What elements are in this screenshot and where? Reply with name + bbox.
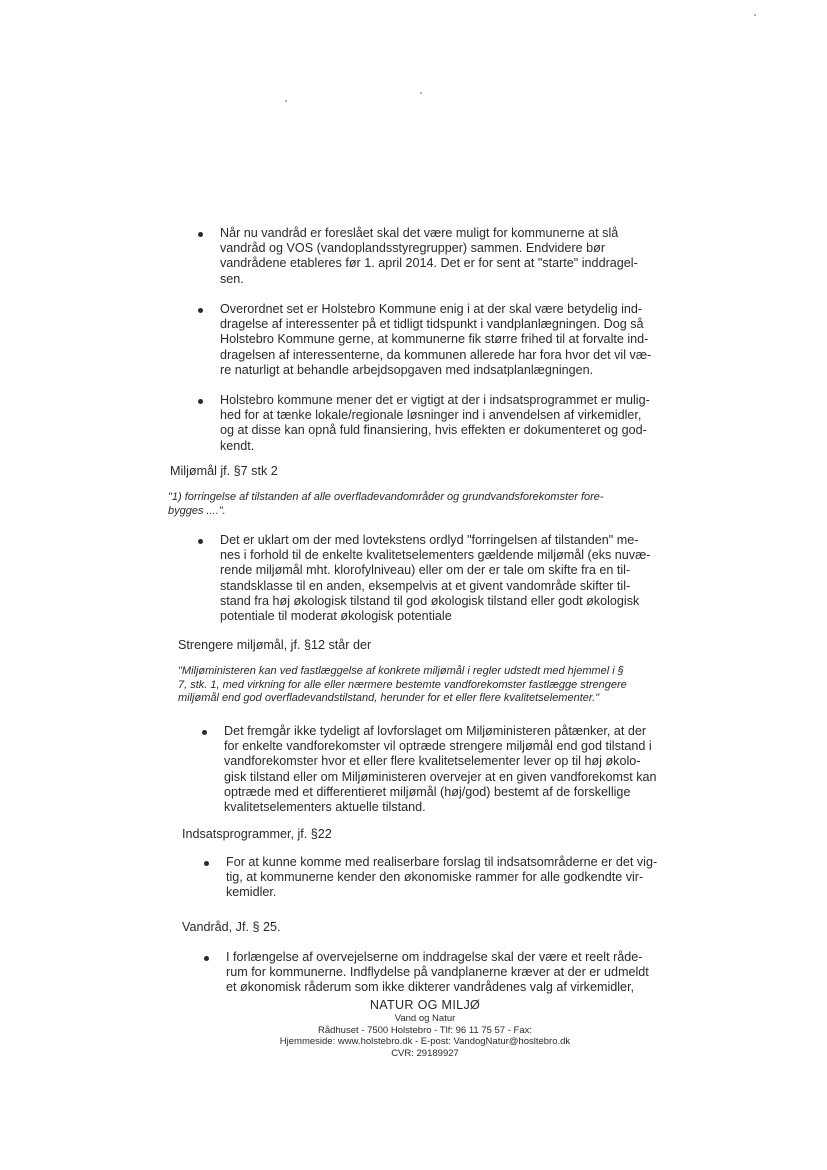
footer-department: Vand og Natur <box>394 1013 456 1024</box>
footer-cvr: CVR: 29189927 <box>391 1047 459 1059</box>
footer-organization: NATUR OG MILJØ <box>369 998 481 1012</box>
law-quote: "Miljøministeren kan ved fastlæggelse af konkrete miljømål i regler udstedt med hjemmel i § 7, stk. 1, med virkning for alle eller nærmere bestemte vandforekomster fastlægge strengere miljømål end god overfladevandstilstand, herunder for et eller flere kvalitetselementer." <box>178 665 627 705</box>
bullet-dot <box>198 308 203 313</box>
bullet-text: Holstebro kommune mener det er vigtigt at der i indsatsprogrammet er mulig- hed for at tænke lokale/regionale løsninger ind i anvendelsen af virkemidler, og at disse kan opnå fuld finansiering, hvis effekten er dokumenteret og god- kendt. <box>220 393 650 453</box>
scan-speck <box>420 92 422 94</box>
bullet-text: I forlængelse af overvejelserne om inddragelse skal der være et reelt råde- rum for kommunerne. Indflydelse på vandplanerne kræver at der er udmeldt et økonomisk råderum som ikke dikterer vandrådenes valg af virkemidler, <box>226 950 649 995</box>
law-quote: "1) forringelse af tilstanden af alle overfladevandområder og grundvandsforekomster fore- bygges ....". <box>168 491 604 517</box>
bullet-text: Det er uklart om der med lovtekstens ordlyd "forringelsen af tilstanden" me- nes i forhold til de enkelte kvalitetselementers gældende miljømål (eks nuvæ- rende miljømål mht. klorofylniveau) eller om der er tale om skifte fra en til- standsklasse til en anden, eksempelvis at et givent vandområde skifter til- stand fra høj økologisk tilstand til god økologisk tilstand eller godt økologisk potentiale til moderat økologisk potentiale <box>220 533 651 624</box>
bullet-dot <box>198 539 203 544</box>
section-heading: Miljømål jf. §7 stk 2 <box>170 464 278 478</box>
section-heading: Strengere miljømål, jf. §12 står der <box>178 638 372 652</box>
scan-speck <box>285 100 287 102</box>
footer-contact: Hjemmeside: www.holstebro.dk - E-post: VandogNatur@hosltebro.dk <box>279 1036 571 1048</box>
bullet-text: Det fremgår ikke tydeligt af lovforslaget om Miljøministeren påtænker, at der for enkelte vandforekomster vil optræde strengere miljømål end god tilstand i vandforekomster hvor et eller flere kvalitetselementer lever op til høj økolo- gisk tilstand eller om Miljøministeren overvejer at en given vandforekomst kan optræde med et differentieret miljømål (høj/god) bestemt af de forskellige kvalitetselementers aktuelle tilstand. <box>224 724 657 815</box>
bullet-dot <box>204 956 209 961</box>
section-heading: Vandråd, Jf. § 25. <box>182 920 281 934</box>
bullet-dot <box>204 861 209 866</box>
section-heading: Indsatsprogrammer, jf. §22 <box>182 827 332 841</box>
bullet-text: For at kunne komme med realiserbare forslag til indsatsområderne er det vig- tig, at kommunerne kender den økonomiske rammer for alle godkendte vir- kemidler. <box>226 855 658 900</box>
footer-address: Rådhuset - 7500 Holstebro - Tlf: 96 11 75 57 - Fax: <box>317 1024 533 1036</box>
bullet-text: Når nu vandråd er foreslået skal det være muligt for kommunerne at slå vandråd og VOS (vandoplandsstyregrupper) sammen. Endvidere bør vandrådene etableres før 1. april 2014. Det er for sent at "starte" inddragel- sen. <box>220 226 638 286</box>
bullet-text: Overordnet set er Holstebro Kommune enig i at der skal være betydelig ind- dragelse af interessenter på et tidligt tidspunkt i vandplanlægningen. Dog så Holstebro Kommune gerne, at kommunerne fik større frihed til at forvalte ind- dragelsen af interessenterne, da kommunen allerede har fora hvor det vil væ- re naturligt at behandle arbejdsopgaven med indsatplanlægningen. <box>220 302 652 377</box>
page-footer <box>200 998 650 1059</box>
bullet-dot <box>198 399 203 404</box>
bullet-dot <box>202 730 207 735</box>
bullet-dot <box>198 232 203 237</box>
scan-speck <box>754 14 756 16</box>
